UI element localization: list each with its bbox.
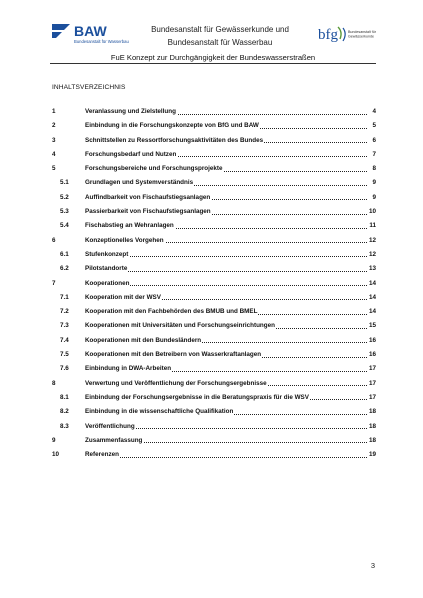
toc-entry-page: 14 (368, 308, 376, 316)
header-rule (50, 63, 376, 64)
toc-entry-number: 7.5 (60, 351, 69, 359)
toc-entry-title: Einbindung der Forschungsergebnisse in die Beratungspraxis für die WSV (85, 393, 309, 401)
toc-entry-page: 16 (368, 336, 376, 344)
toc-entry[interactable] (52, 165, 376, 179)
toc-entry-title: Referenzen (85, 451, 119, 459)
toc-entry-number: 7.6 (60, 365, 69, 373)
toc-entry[interactable] (52, 351, 376, 365)
toc-title: INHALTSVERZEICHNIS (52, 84, 126, 91)
toc-entry-page: 19 (368, 451, 376, 459)
toc-entry-number: 5 (52, 165, 56, 173)
toc-entry[interactable] (52, 237, 376, 251)
toc-entry-number: 2 (52, 122, 56, 130)
toc-entry-page: 14 (368, 279, 376, 287)
toc-entry-number: 7.2 (60, 308, 69, 316)
toc-entry-page: 9 (372, 193, 376, 201)
toc-entry-number: 6.2 (60, 265, 69, 273)
toc-entry[interactable] (52, 151, 376, 165)
toc-entry-number: 10 (52, 451, 60, 459)
toc-entry-number: 9 (52, 436, 56, 444)
toc-entry-number: 3 (52, 136, 56, 144)
header-subtitle: FuE Konzept zur Durchgängigkeit der Bundeswasserstraßen (110, 53, 316, 62)
baw-logo-subtitle: Bundesanstalt für Wasserbau (74, 39, 129, 44)
toc-entry[interactable] (52, 365, 376, 379)
toc-entry-title: Stufenkonzept (85, 250, 129, 258)
toc-entry-page: 10 (368, 208, 376, 216)
toc-entry-title: Passierbarkeit von Fischaufstiegsanlagen (85, 208, 211, 216)
toc-entry-page: 17 (368, 365, 376, 373)
toc-entry-number: 7.3 (60, 322, 69, 330)
toc-entry-page: 5 (372, 122, 376, 130)
toc-entry-title: Veröffentlichung (85, 422, 135, 430)
toc-entry-page: 11 (369, 222, 376, 230)
toc-entry-title: Einbindung in die wissenschaftliche Qualifikation (85, 408, 234, 416)
toc-entry-number: 8.3 (60, 422, 69, 430)
toc-entry-number: 5.2 (60, 193, 69, 201)
bfg-logo (316, 24, 376, 46)
toc-entry[interactable] (52, 122, 376, 136)
toc-entry-number: 7.1 (60, 293, 69, 301)
toc-entry-number: 8 (52, 379, 56, 387)
toc-entry-title: Kooperationen mit Universitäten und Forschungseinrichtungen (85, 322, 275, 330)
toc-entry-number: 5.1 (60, 179, 69, 187)
table-of-contents (52, 108, 376, 465)
bfg-logo-sub1: Bundesanstalt für (348, 30, 376, 34)
header-institution-line2: Bundesanstalt für Wasserbau (167, 38, 273, 47)
toc-entry-page: 4 (372, 108, 376, 115)
toc-entry-page: 12 (368, 236, 376, 244)
toc-entry-number: 5.3 (60, 208, 69, 216)
toc-entry-page: 16 (368, 351, 376, 359)
toc-entry-page: 17 (368, 393, 376, 401)
toc-entry-page: 17 (368, 379, 376, 387)
toc-entry-number: 1 (52, 108, 56, 115)
toc-entry-title: Veranlassung und Zielstellung (85, 108, 176, 115)
toc-entry-title: Zusammenfassung (85, 436, 143, 444)
toc-entry-title: Kooperationen mit den Bundesländern (85, 336, 202, 344)
toc-entry[interactable] (52, 222, 376, 236)
toc-entry[interactable] (52, 265, 376, 279)
toc-entry-title: Grundlagen und Systemverständnis (85, 179, 194, 187)
toc-entry-title: Schnittstellen zu Ressortforschungsaktivitäten des Bundes (85, 136, 264, 144)
toc-entry-title: Konzeptionelles Vorgehen (85, 236, 164, 244)
toc-entry-page: 12 (368, 250, 376, 258)
toc-entry-page: 15 (368, 322, 376, 330)
toc-entry[interactable] (52, 108, 376, 122)
toc-entry-page: 6 (372, 136, 376, 144)
toc-entry-title: Forschungsbedarf und Nutzen (85, 150, 177, 158)
toc-entry-title: Kooperation mit der WSV (85, 293, 161, 301)
toc-entry-number: 6.1 (60, 250, 69, 258)
toc-entry-page: 8 (372, 165, 376, 173)
toc-entry[interactable] (52, 137, 376, 151)
toc-entry-title: Einbindung in DWA-Arbeiten (85, 365, 172, 373)
baw-logo-text: BAW (74, 23, 107, 39)
toc-entry-title: Einbindung in die Forschungskonzepte von BfG und BAW (85, 122, 259, 130)
toc-entry-number: 7.4 (60, 336, 69, 344)
bfg-logo-sub2: Gewässerkunde (348, 34, 374, 39)
toc-entry-page: 9 (372, 179, 376, 187)
toc-entry-page: 13 (368, 265, 376, 273)
toc-entry-number: 7 (52, 279, 56, 287)
toc-entry[interactable] (52, 337, 376, 351)
toc-entry-title: Kooperationen (85, 279, 130, 287)
toc-entry-title: Forschungsbereiche und Forschungsprojekte (85, 165, 223, 173)
toc-entry[interactable] (52, 437, 376, 451)
toc-entry-page: 18 (368, 436, 376, 444)
toc-entry[interactable] (52, 394, 376, 408)
toc-entry-page: 18 (368, 422, 376, 430)
toc-entry-title: Verwertung und Veröffentlichung der Forschungsergebnisse (85, 379, 267, 387)
bfg-logo-text: bfg (318, 27, 338, 43)
toc-entry-page: 7 (372, 150, 376, 158)
toc-entry[interactable] (52, 179, 376, 193)
page-header (50, 22, 376, 66)
toc-entry-title: Kooperation mit den Fachbehörden des BMUB und BMEL (85, 308, 258, 316)
toc-entry[interactable] (52, 380, 376, 394)
toc-entry-number: 4 (52, 150, 56, 158)
toc-entry[interactable] (52, 408, 376, 422)
toc-entry-page: 18 (368, 408, 376, 416)
toc-dot-leader (85, 457, 367, 458)
toc-entry[interactable] (52, 194, 376, 208)
toc-entry-number: 6 (52, 236, 56, 244)
toc-entry[interactable] (52, 280, 376, 294)
toc-entry[interactable] (52, 294, 376, 308)
page-number: 3 (370, 561, 375, 570)
toc-entry[interactable] (52, 322, 376, 336)
toc-entry-title: Auffindbarkeit von Fischaufstiegsanlagen (85, 193, 211, 201)
toc-entry[interactable] (52, 423, 376, 437)
toc-entry-number: 8.2 (60, 408, 69, 416)
toc-entry[interactable] (52, 451, 376, 465)
toc-entry-title: Pilotstandorte (85, 265, 128, 273)
header-institution-line1: Bundesanstalt für Gewässerkunde und (151, 25, 289, 34)
toc-entry-number: 8.1 (60, 393, 69, 401)
toc-entry[interactable] (52, 308, 376, 322)
toc-entry-number: 5.4 (60, 222, 69, 230)
toc-entry-title: Fischabstieg an Wehranlagen (85, 222, 174, 230)
toc-entry-title: Kooperationen mit den Betreibern von Wasserkraftanlagen (85, 351, 262, 359)
toc-entry[interactable] (52, 251, 376, 265)
toc-entry-page: 14 (368, 293, 376, 301)
toc-entry[interactable] (52, 208, 376, 222)
